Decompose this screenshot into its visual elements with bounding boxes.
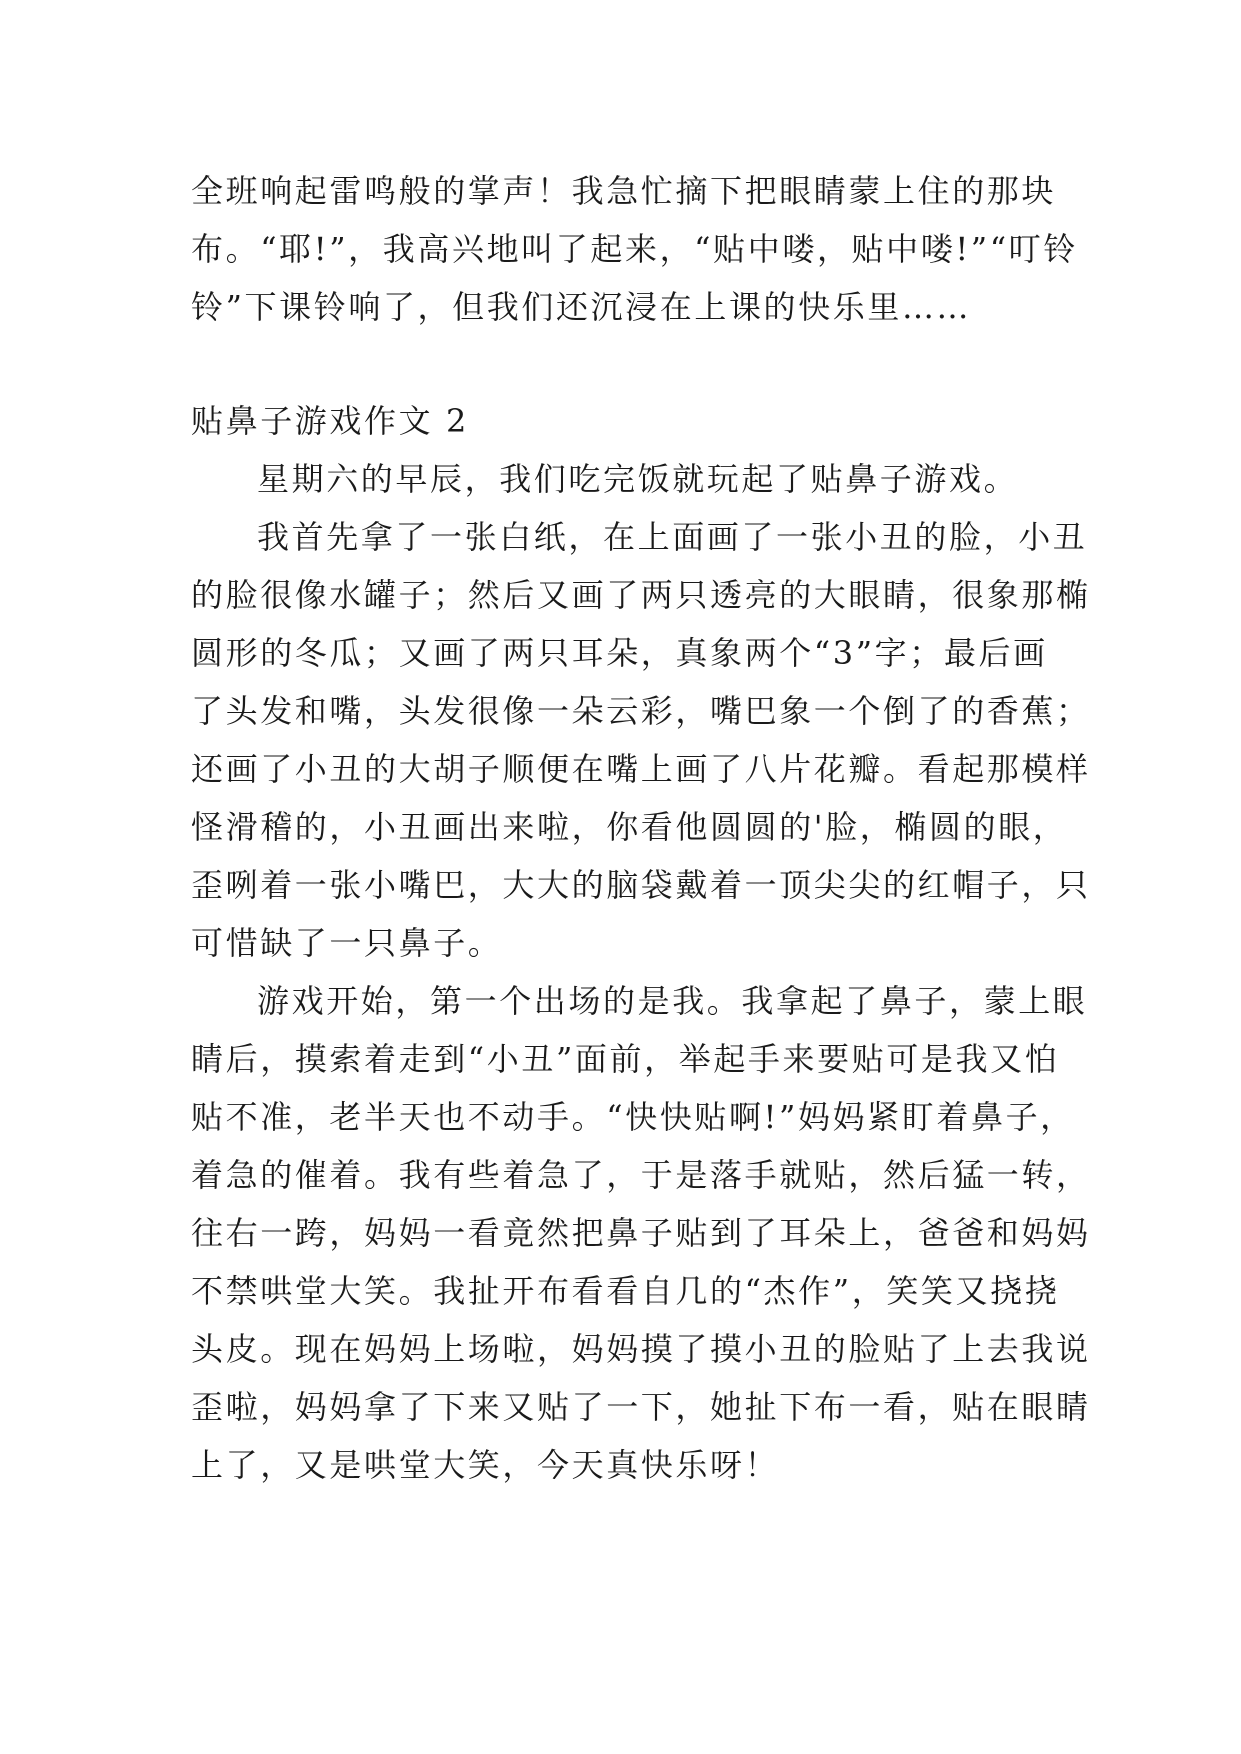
- text-line: 歪啦，妈妈拿了下来又贴了一下，她扯下布一看，贴在眼睛: [191, 1388, 1091, 1426]
- text-line: 星期六的早辰，我们吃完饭就玩起了贴鼻子游戏。: [257, 460, 1019, 498]
- paragraph-2: [191, 508, 1091, 972]
- text-line: 铃”下课铃响了，但我们还沉浸在上课的快乐里……: [191, 288, 972, 326]
- text-line: 了头发和嘴，头发很像一朵云彩，嘴巴象一个倒了的香蕉；: [191, 692, 1091, 730]
- text-line: 不禁哄堂大笑。我扯开布看看自几的“杰作”，笑笑又挠挠: [191, 1272, 1060, 1310]
- text-line: 着急的催着。我有些着急了，于是落手就贴，然后猛一转，: [191, 1156, 1091, 1194]
- text-line: 还画了小丑的大胡子顺便在嘴上画了八片花瓣。看起那模样: [191, 750, 1091, 788]
- text-line: 睛后，摸索着走到“小丑”面前，举起手来要贴可是我又怕: [191, 1040, 1060, 1078]
- text-line: 可惜缺了一只鼻子。: [191, 924, 503, 962]
- text-line: 上了，又是哄堂大笑，今天真快乐呀！: [191, 1446, 780, 1484]
- document-page: [191, 162, 1091, 1494]
- text-line: 头皮。现在妈妈上场啦，妈妈摸了摸小丑的脸贴了上去我说: [191, 1330, 1091, 1368]
- text-line: 圆形的冬瓜；又画了两只耳朵，真象两个“3”字；最后画: [191, 634, 1048, 672]
- section-title: 贴鼻子游戏作文 2: [191, 402, 469, 440]
- paragraph-3: [191, 972, 1091, 1494]
- text-line: 全班响起雷鸣般的掌声！我急忙摘下把眼睛蒙上住的那块: [191, 172, 1057, 210]
- text-line: 歪咧着一张小嘴巴，大大的脑袋戴着一顶尖尖的红帽子，只: [191, 866, 1091, 904]
- intro-paragraph: [191, 162, 1078, 336]
- text-line: 游戏开始，第一个出场的是我。我拿起了鼻子，蒙上眼: [257, 982, 1088, 1020]
- text-line: 往右一跨，妈妈一看竟然把鼻子贴到了耳朵上，爸爸和妈妈: [191, 1214, 1091, 1252]
- text-line: 的脸很像水罐子；然后又画了两只透亮的大眼睛，很象那椭: [191, 576, 1091, 614]
- text-line: 怪滑稽的，小丑画出来啦，你看他圆圆的'脸，椭圆的眼，: [191, 808, 1068, 846]
- text-line: 贴不准，老半天也不动手。“快快贴啊!”妈妈紧盯着鼻子，: [191, 1098, 1075, 1136]
- text-line: 我首先拿了一张白纸，在上面画了一张小丑的脸，小丑: [257, 518, 1088, 556]
- paragraph-1: [191, 450, 1071, 508]
- text-line: 布。“耶!”，我高兴地叫了起来，“贴中喽，贴中喽!”“叮铃: [191, 230, 1078, 268]
